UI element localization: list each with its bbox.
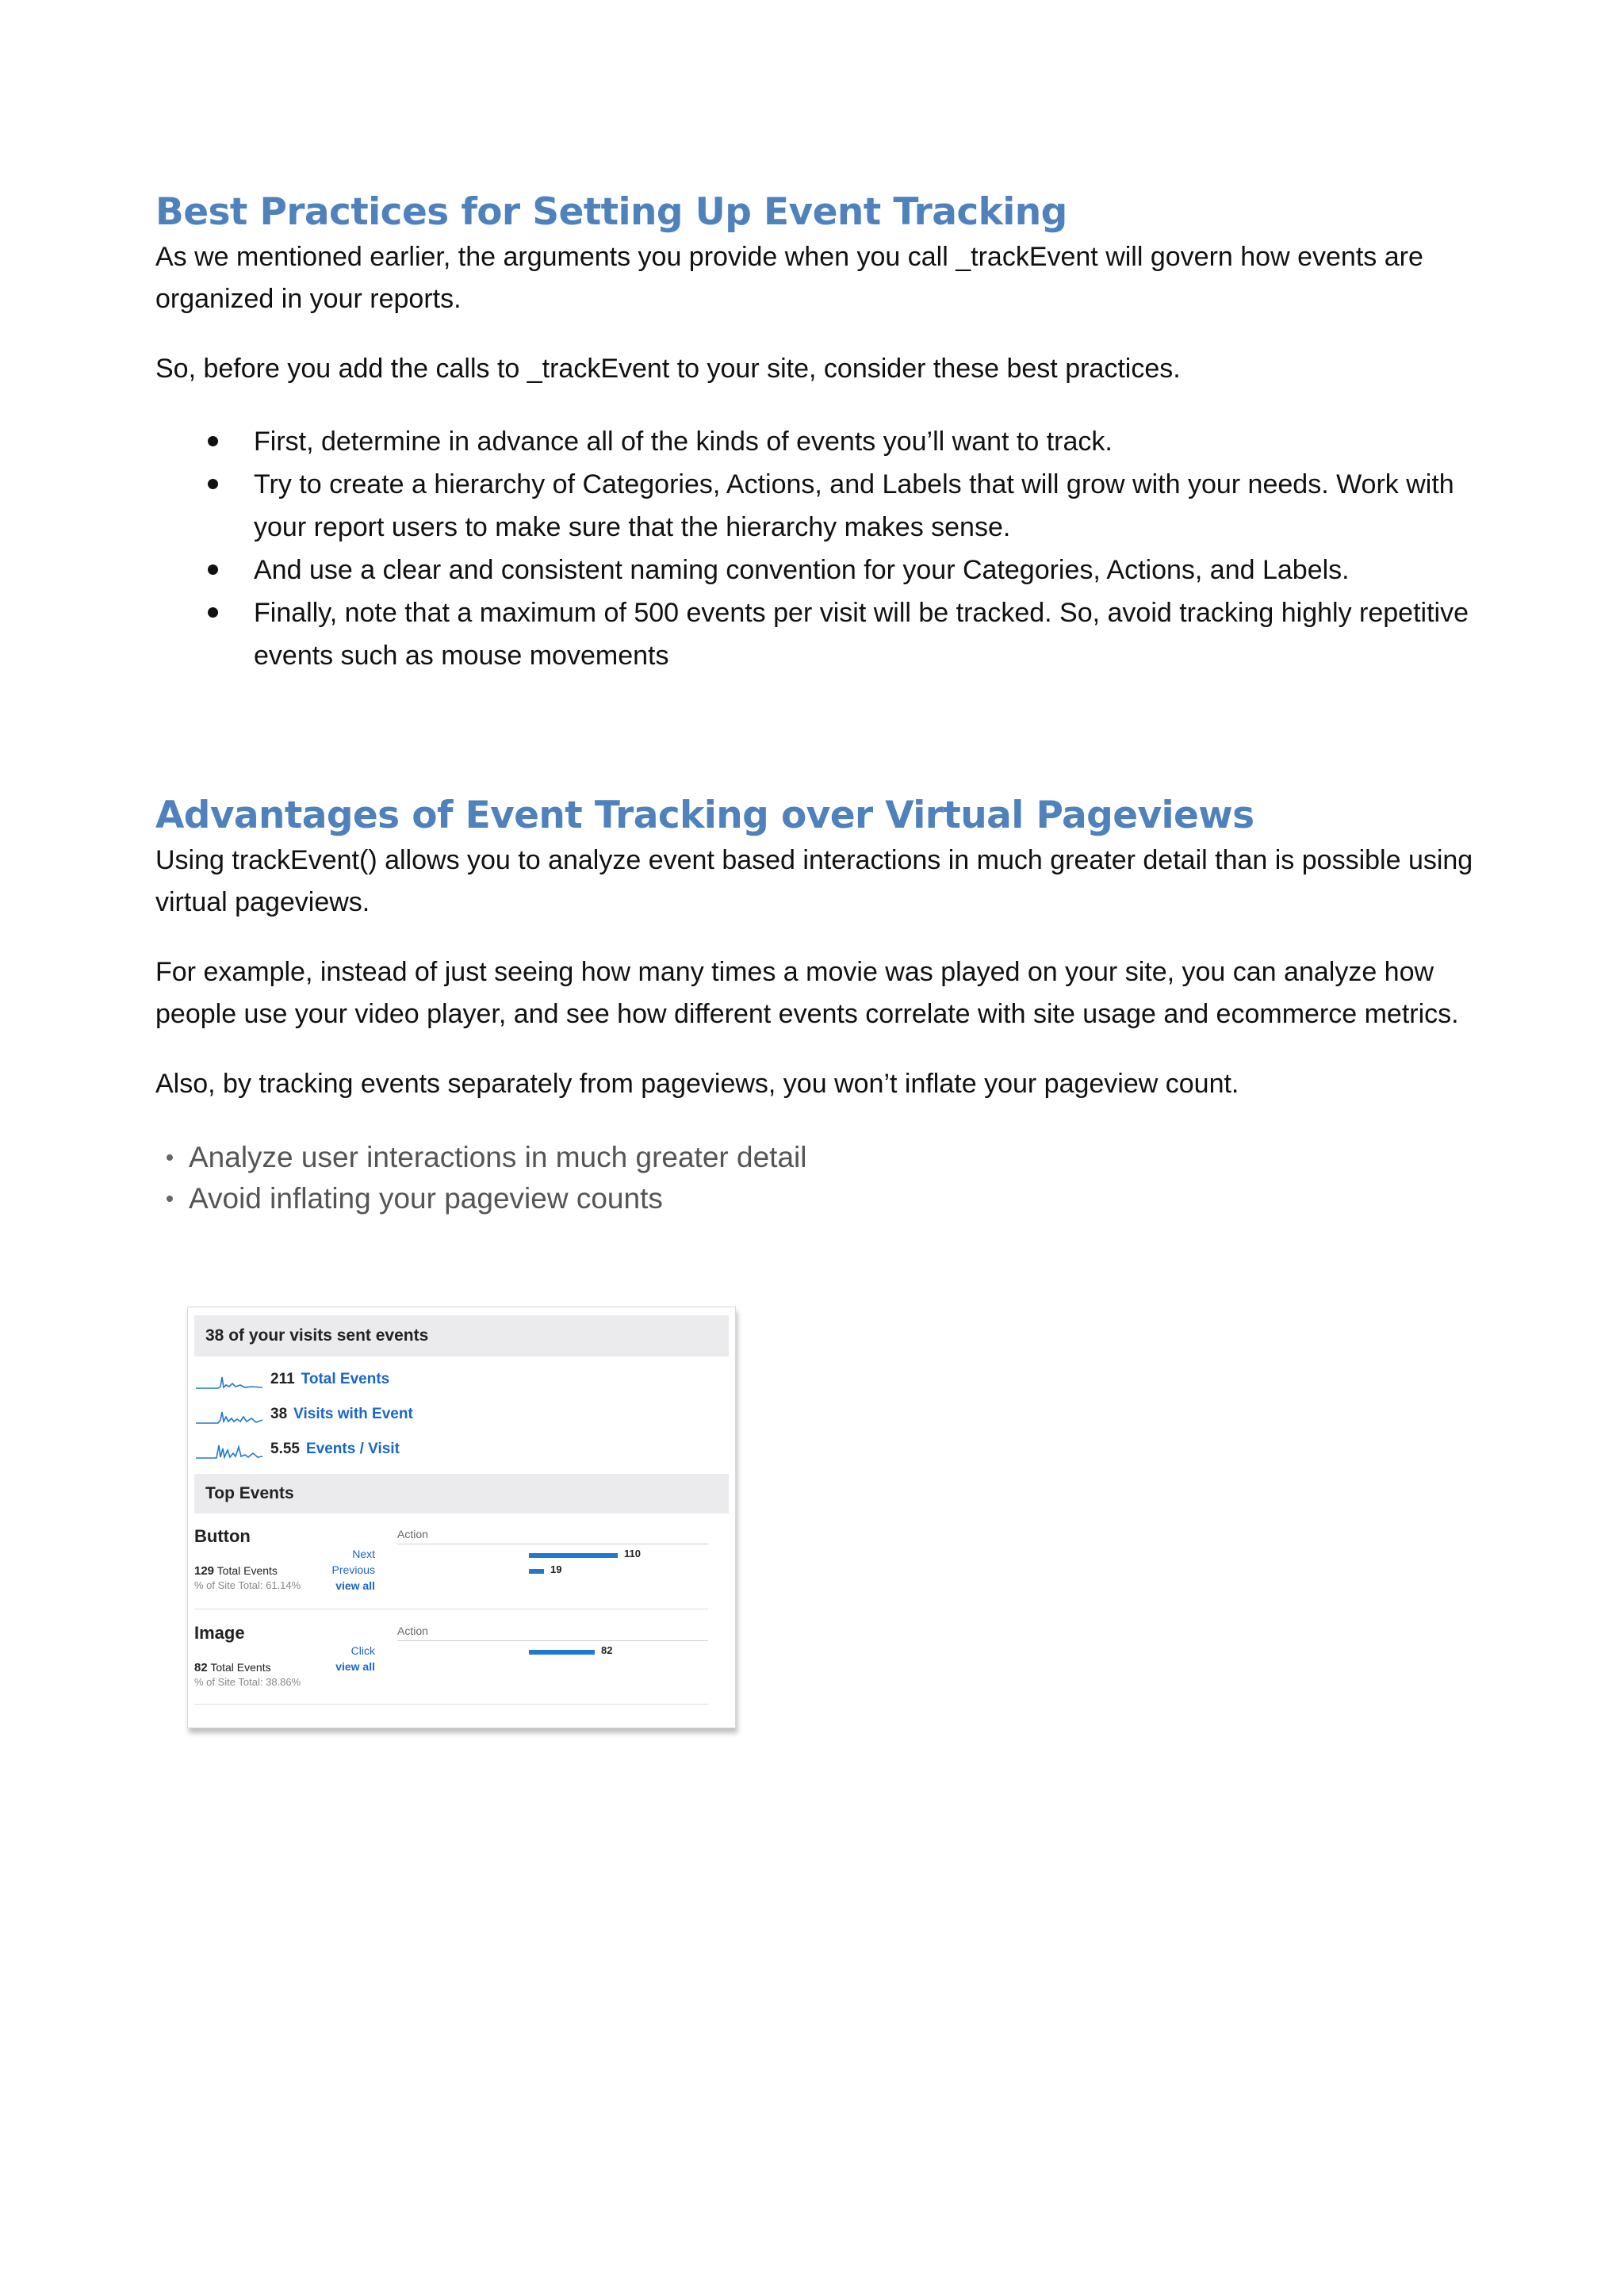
view-all-link[interactable]: view all [335,1579,375,1592]
event-value: 19 [550,1563,562,1575]
list-item: And use a clear and consistent naming convention for your Categories, Actions, and Labels. [155,549,1488,591]
top-events-header: Top Events [194,1474,729,1513]
metric-value: 211 [270,1371,295,1387]
paragraph: Using trackEvent() allows you to analyze event based interactions in much greater detail than is possible using virtual pageviews. [155,845,1473,917]
list-item: Try to create a hierarchy of Categories, Actions, and Labels that will grow with your needs. Work with your report users to make sure that the hierarchy makes sense. [155,463,1488,549]
event-action-link[interactable]: Previous [331,1563,375,1576]
event-category-percent: % of Site Total: 38.86% [194,1676,301,1688]
event-bar [529,1569,544,1574]
section-advantages [155,792,1488,1219]
best-practices-list [155,420,1488,677]
metric-label: Visits with Event [293,1406,413,1422]
action-column-label: Action [397,1624,428,1637]
action-divider [397,1640,708,1641]
sparkline-icon [196,1402,262,1426]
event-category-title: Image [194,1623,245,1643]
metric-value: 38 [270,1406,288,1422]
metric-events-per-visit [196,1436,400,1463]
metric-label: Events / Visit [305,1441,400,1457]
event-category-total: 82 Total Events [194,1661,271,1674]
list-item: Avoid inflating your pageview counts [155,1178,1488,1219]
metric-visits-with-event [196,1401,413,1428]
sparkline-icon [196,1368,262,1391]
event-action-link[interactable]: Next [352,1548,375,1560]
event-action-link[interactable]: Click [350,1644,375,1657]
bullet-icon [167,1154,173,1161]
list-item: Analyze user interactions in much greater detail [155,1137,1488,1178]
list-item: Finally, note that a maximum of 500 events per visit will be tracked. So, avoid tracking highly repetitive events such as mouse movements [155,591,1488,677]
report-header: 38 of your visits sent events [194,1315,729,1357]
metric-total-events [196,1366,389,1393]
event-report-screenshot [187,1307,736,1728]
section-heading-advantages: Advantages of Event Tracking over Virtual Pageviews [155,794,1254,837]
metric-label: Total Events [301,1371,390,1387]
event-value: 82 [601,1644,613,1656]
bullet-icon [208,607,218,618]
bullet-icon [208,564,218,575]
group-divider [194,1704,708,1705]
event-category-total: 129 Total Events [194,1564,278,1578]
sparkline-icon [196,1437,262,1461]
bullet-icon [208,479,218,489]
event-category-percent: % of Site Total: 61.14% [194,1579,301,1591]
section-heading-best-practices: Best Practices for Setting Up Event Tracking [155,190,1067,234]
list-item: First, determine in advance all of the kinds of events you’ll want to track. [155,420,1488,463]
event-value: 110 [624,1548,641,1559]
view-all-link[interactable]: view all [335,1660,375,1673]
document-body [155,189,1488,1219]
event-category-title: Button [194,1526,251,1546]
event-bar [529,1650,595,1655]
paragraph: So, before you add the calls to _trackEvent to your site, consider these best practices. [155,354,1181,384]
action-column-label: Action [397,1528,428,1540]
slide-bullet-list [155,1137,1488,1219]
event-bar [529,1553,618,1558]
paragraph: As we mentioned earlier, the arguments you provide when you call _trackEvent will govern how events are organized in your reports. [155,242,1423,314]
bullet-icon [208,436,218,446]
bullet-icon [167,1196,173,1202]
paragraph: Also, by tracking events separately from pageviews, you won’t inflate your pageview count. [155,1069,1239,1099]
metric-value: 5.55 [270,1441,300,1457]
paragraph: For example, instead of just seeing how many times a movie was played on your site, you can analyze how people use your video player, and see how different events correlate with site usage and ecommerce metrics. [155,957,1459,1029]
